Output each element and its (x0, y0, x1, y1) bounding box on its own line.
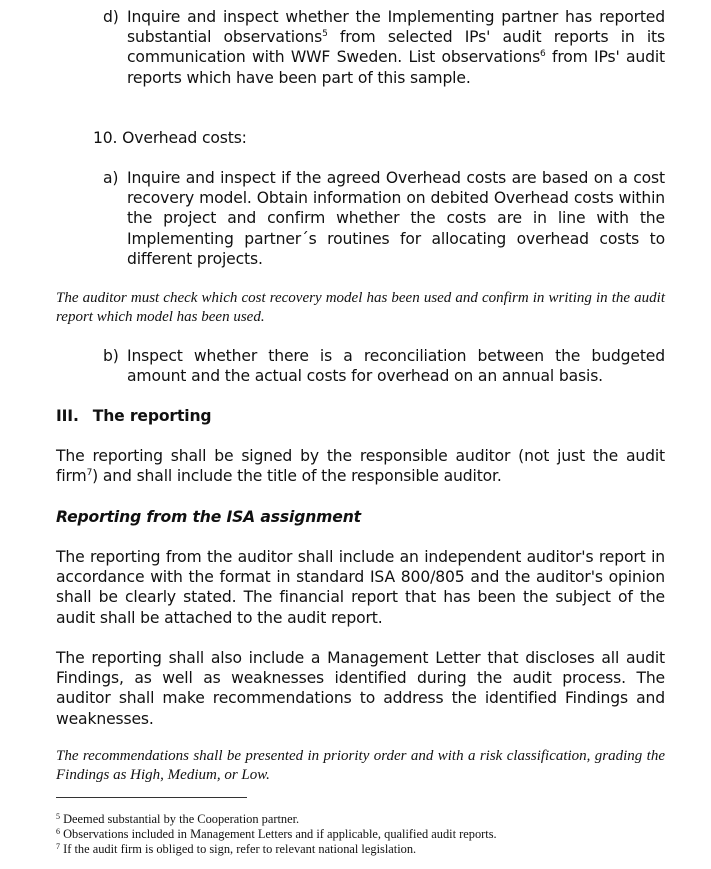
note-recommendations: The recommendations shall be presented in priority order and with a risk classification, grading the Findings as High, Medium, or Low. (56, 748, 665, 783)
footnote-ref-5[interactable]: 5 (322, 29, 328, 40)
footnote-separator (56, 797, 247, 798)
section-heading-overhead (93, 128, 247, 148)
section-title: Overhead costs: (122, 129, 247, 147)
section-number: 10. (93, 129, 118, 147)
list-item-text: Inquire and inspect whether the Implementing partner has reported substantial observations$^5$ from selected IPs' audit reports in its communication with WWF Sweden. List observations$^6$ from IPs' audit reports which have been part of this sample. (127, 8, 665, 87)
list-item-text: Inspect whether there is a reconciliation between the budgeted amount and the actual costs for overhead on an annual basis. (127, 347, 665, 386)
section-heading-reporting (56, 406, 211, 426)
list-label: d) (103, 8, 119, 26)
list-item-a (103, 168, 665, 269)
footnote-6: $^6$ Observations included in Management Letters and if applicable, qualified audit reports. (56, 827, 497, 841)
note-cost-recovery: The auditor must check which cost recovery model has been used and confirm in writing in the audit report which model has been used. (56, 290, 665, 325)
footnote-number: 6 (56, 827, 60, 836)
paragraph-isa: The reporting from the auditor shall include an independent auditor's report in accordance with the format in standard ISA 800/805 and the auditor's opinion shall be clearly stated. The financial report that has been the subject of the audit shall be attached to the audit report. (56, 548, 665, 627)
list-label: a) (103, 169, 119, 187)
footnote-number: 5 (56, 812, 60, 821)
subheading-isa: Reporting from the ISA assignment (56, 508, 361, 526)
footnote-ref-6[interactable]: 6 (540, 49, 546, 60)
list-label: b) (103, 347, 119, 365)
footnote-number: 7 (56, 842, 60, 851)
footnote-ref-7[interactable]: 7 (86, 468, 93, 479)
list-item-text: Inquire and inspect if the agreed Overhead costs are based on a cost recovery model. Obtain information on debited Overhead costs within the project and confirm whether the costs are in line with the Implementing partner´s routines for allocating overhead costs to different projects. (127, 169, 665, 268)
footnote-7: $^7$ If the audit firm is obliged to sign, refer to relevant national legislation. (56, 842, 417, 856)
list-item-b (103, 346, 665, 386)
paragraph-management-letter: The reporting shall also include a Management Letter that discloses all audit Findings, as well as weaknesses identified during the audit process. The auditor shall make recommendations to address the identified Findings and weaknesses. (56, 649, 665, 728)
list-item-d (103, 7, 665, 88)
section-numeral: III. (56, 407, 79, 425)
footnote-5: $^5$ Deemed substantial by the Cooperation partner. (56, 812, 300, 826)
section-title: The reporting (92, 407, 212, 425)
paragraph-signed: The reporting shall be signed by the responsible auditor (not just the audit firm$^7$) and shall include the title of the responsible auditor. (56, 447, 665, 486)
